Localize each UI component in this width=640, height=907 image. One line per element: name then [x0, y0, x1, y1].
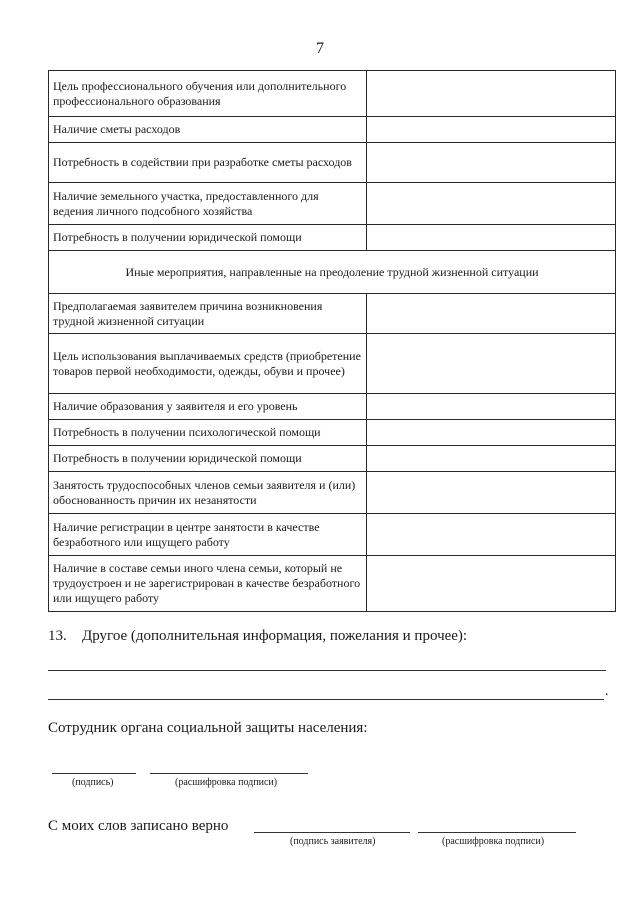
applicant-decode-caption: (расшифровка подписи) [442, 836, 545, 847]
section-heading-row [49, 251, 616, 294]
table-row [49, 183, 616, 225]
row-label: Цель профессионального обучения или дополнительного профессионального образования [49, 71, 367, 117]
row-label: Наличие образования у заявителя и его уровень [49, 394, 367, 420]
row-value-field[interactable] [366, 556, 615, 612]
table-row [49, 117, 616, 143]
applicant-signature-caption: (подпись заявителя) [290, 836, 376, 847]
row-value-field[interactable] [366, 334, 615, 394]
row-value-field[interactable] [366, 143, 615, 183]
line-end-mark: . [605, 684, 609, 699]
table-row [49, 71, 616, 117]
table-row [49, 472, 616, 514]
employee-signature-line[interactable] [52, 773, 136, 774]
row-label: Наличие сметы расходов [49, 117, 367, 143]
page-number: 7 [316, 40, 324, 57]
row-value-field[interactable] [366, 294, 615, 334]
application-form-table [48, 70, 616, 612]
row-value-field[interactable] [366, 117, 615, 143]
table-row [49, 294, 616, 334]
section-heading: Иные мероприятия, направленные на преодоление трудной жизненной ситуации [49, 251, 616, 294]
table-row [49, 394, 616, 420]
row-value-field[interactable] [366, 420, 615, 446]
additional-info-line-2[interactable] [48, 699, 604, 700]
verified-label: С моих слов записано верно [48, 818, 229, 834]
applicant-decode-line[interactable] [418, 832, 576, 833]
row-label: Предполагаемая заявителем причина возникновения трудной жизненной ситуации [49, 294, 367, 334]
employee-decode-line[interactable] [150, 773, 308, 774]
applicant-signature-line[interactable] [254, 832, 410, 833]
additional-info-line-1[interactable] [48, 670, 606, 671]
table-row [49, 143, 616, 183]
employee-signature-caption: (подпись) [72, 777, 114, 788]
row-value-field[interactable] [366, 71, 615, 117]
table-row [49, 556, 616, 612]
employee-decode-caption: (расшифровка подписи) [175, 777, 278, 788]
row-value-field[interactable] [366, 446, 615, 472]
table-row [49, 334, 616, 394]
row-value-field[interactable] [366, 183, 615, 225]
section-13-title: Другое (дополнительная информация, пожелания и прочее): [82, 628, 468, 644]
table-row [49, 225, 616, 251]
row-label: Потребность в получении юридической помощи [49, 225, 367, 251]
row-value-field[interactable] [366, 514, 615, 556]
row-value-field[interactable] [366, 394, 615, 420]
row-label: Наличие земельного участка, предоставленного для ведения личного подсобного хозяйства [49, 183, 367, 225]
employee-label: Сотрудник органа социальной защиты населения: [48, 720, 368, 736]
section-13-number: 13. [48, 628, 67, 644]
row-value-field[interactable] [366, 225, 615, 251]
table-row [49, 514, 616, 556]
row-value-field[interactable] [366, 472, 615, 514]
row-label: Занятость трудоспособных членов семьи заявителя и (или) обоснованность причин их незанятости [49, 472, 367, 514]
section-13-heading [48, 628, 467, 645]
row-label: Наличие регистрации в центре занятости в качестве безработного или ищущего работу [49, 514, 367, 556]
row-label: Потребность в получении юридической помощи [49, 446, 367, 472]
row-label: Цель использования выплачиваемых средств (приобретение товаров первой необходимости, одежды, обуви и прочее) [49, 334, 367, 394]
row-label: Потребность в содействии при разработке сметы расходов [49, 143, 367, 183]
table-row [49, 446, 616, 472]
table-row [49, 420, 616, 446]
row-label: Потребность в получении психологической помощи [49, 420, 367, 446]
row-label: Наличие в составе семьи иного члена семьи, который не трудоустроен и не зарегистрирован в качестве безработного или ищущего работу [49, 556, 367, 612]
